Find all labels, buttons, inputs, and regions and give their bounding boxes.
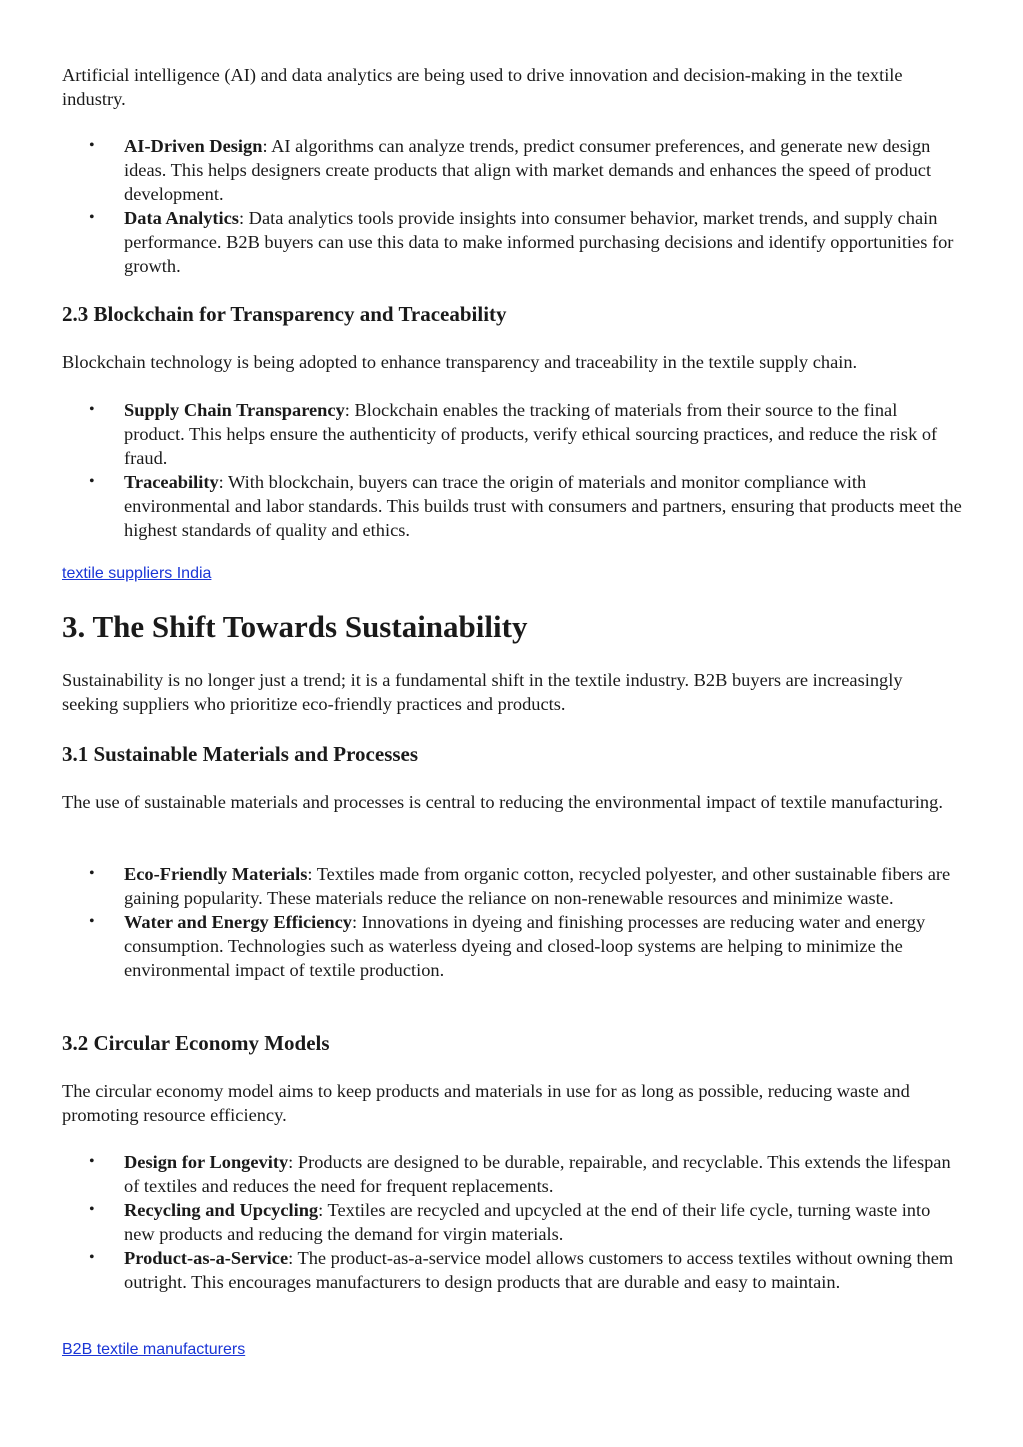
list-item-term: Eco-Friendly Materials xyxy=(124,864,308,884)
list-item xyxy=(62,862,962,910)
list-item-text: : With blockchain, buyers can trace the origin of materials and monitor compliance with environmental and labor standards. This builds trust with consumers and partners, ensuring that products meet the highest standards of quality and ethics. xyxy=(124,472,962,540)
list-item-text: : Data analytics tools provide insights into consumer behavior, market trends, and supply chain performance. B2B buyers can use this data to make informed purchasing decisions and identify opportunities for growth. xyxy=(124,208,954,276)
circular-list xyxy=(62,1150,962,1294)
ai-list xyxy=(62,134,962,278)
b2b-manufacturers-link[interactable]: B2B textile manufacturers xyxy=(62,1341,246,1358)
bullet-icon: • xyxy=(89,865,95,882)
materials-list xyxy=(62,862,962,982)
list-item-term: Water and Energy Efficiency xyxy=(124,912,352,932)
list-item-term: Data Analytics xyxy=(124,208,239,228)
section-2-3-paragraph: Blockchain technology is being adopted to enhance transparency and traceability in the textile supply chain. xyxy=(62,352,858,372)
list-item-term: Traceability xyxy=(124,472,219,492)
list-item-text: : Blockchain enables the tracking of materials from their source to the final product. This helps ensure the authenticity of products, verify ethical sourcing practices, and reduce the risk of fraud. xyxy=(124,400,938,468)
list-item-text: : Products are designed to be durable, repairable, and recyclable. This extends the lifespan of textiles and reduces the need for frequent replacements. xyxy=(124,1152,951,1196)
list-item-term: Product-as-a-Service xyxy=(124,1248,289,1268)
list-item xyxy=(62,1246,962,1294)
bullet-icon: • xyxy=(89,1201,95,1218)
section-3-2-paragraph: The circular economy model aims to keep products and materials in use for as long as possible, reducing waste and promoting resource efficiency. xyxy=(62,1081,910,1125)
section-heading-3-1: 3.1 Sustainable Materials and Processes xyxy=(62,742,419,766)
section-heading-3-2: 3.2 Circular Economy Models xyxy=(62,1031,330,1055)
list-item-text: : Innovations in dyeing and finishing processes are reducing water and energy consumption. Technologies such as waterless dyeing and closed-loop systems are helping to minimize the environmental impact of textile production. xyxy=(124,912,926,980)
list-item-text: : Textiles are recycled and upcycled at the end of their life cycle, turning waste into new products and reducing the demand for virgin materials. xyxy=(124,1200,931,1244)
blockchain-list xyxy=(62,398,962,542)
section-3-paragraph: Sustainability is no longer just a trend; it is a fundamental shift in the textile industry. B2B buyers are increasingly seeking suppliers who prioritize eco-friendly practices and products. xyxy=(62,670,903,714)
bullet-icon: • xyxy=(89,209,95,226)
list-item xyxy=(62,1198,962,1246)
list-item-text: : Textiles made from organic cotton, recycled polyester, and other sustainable fibers are gaining popularity. These materials reduce the reliance on non-renewable resources and minimize waste. xyxy=(124,864,951,908)
list-item-text: : AI algorithms can analyze trends, predict consumer preferences, and generate new design ideas. This helps designers create products that align with market demands and enhances the speed of product development. xyxy=(124,136,932,204)
list-item xyxy=(62,910,962,982)
list-item-text: : The product-as-a-service model allows customers to access textiles without owning them outright. This encourages manufacturers to design products that are durable and easy to maintain. xyxy=(124,1248,954,1292)
bullet-icon: • xyxy=(89,473,95,490)
bullet-icon: • xyxy=(89,1249,95,1266)
bullet-icon: • xyxy=(89,913,95,930)
list-item-term: Recycling and Upcycling xyxy=(124,1200,319,1220)
list-item xyxy=(62,470,962,542)
section-heading-3: 3. The Shift Towards Sustainability xyxy=(62,609,528,644)
list-item-term: Supply Chain Transparency xyxy=(124,400,345,420)
list-item xyxy=(62,1150,962,1198)
intro-paragraph: Artificial intelligence (AI) and data analytics are being used to drive innovation and decision-making in the textile industry. xyxy=(62,65,903,109)
list-item xyxy=(62,134,962,206)
list-item-term: AI-Driven Design xyxy=(124,136,263,156)
section-3-1-paragraph: The use of sustainable materials and processes is central to reducing the environmental impact of textile manufacturing. xyxy=(62,792,943,812)
list-item xyxy=(62,398,962,470)
section-heading-2-3: 2.3 Blockchain for Transparency and Traceability xyxy=(62,302,507,326)
list-item-term: Design for Longevity xyxy=(124,1152,289,1172)
bullet-icon: • xyxy=(89,137,95,154)
bullet-icon: • xyxy=(89,401,95,418)
textile-suppliers-link[interactable]: textile suppliers India xyxy=(62,565,212,582)
bullet-icon: • xyxy=(89,1153,95,1170)
list-item xyxy=(62,206,962,278)
